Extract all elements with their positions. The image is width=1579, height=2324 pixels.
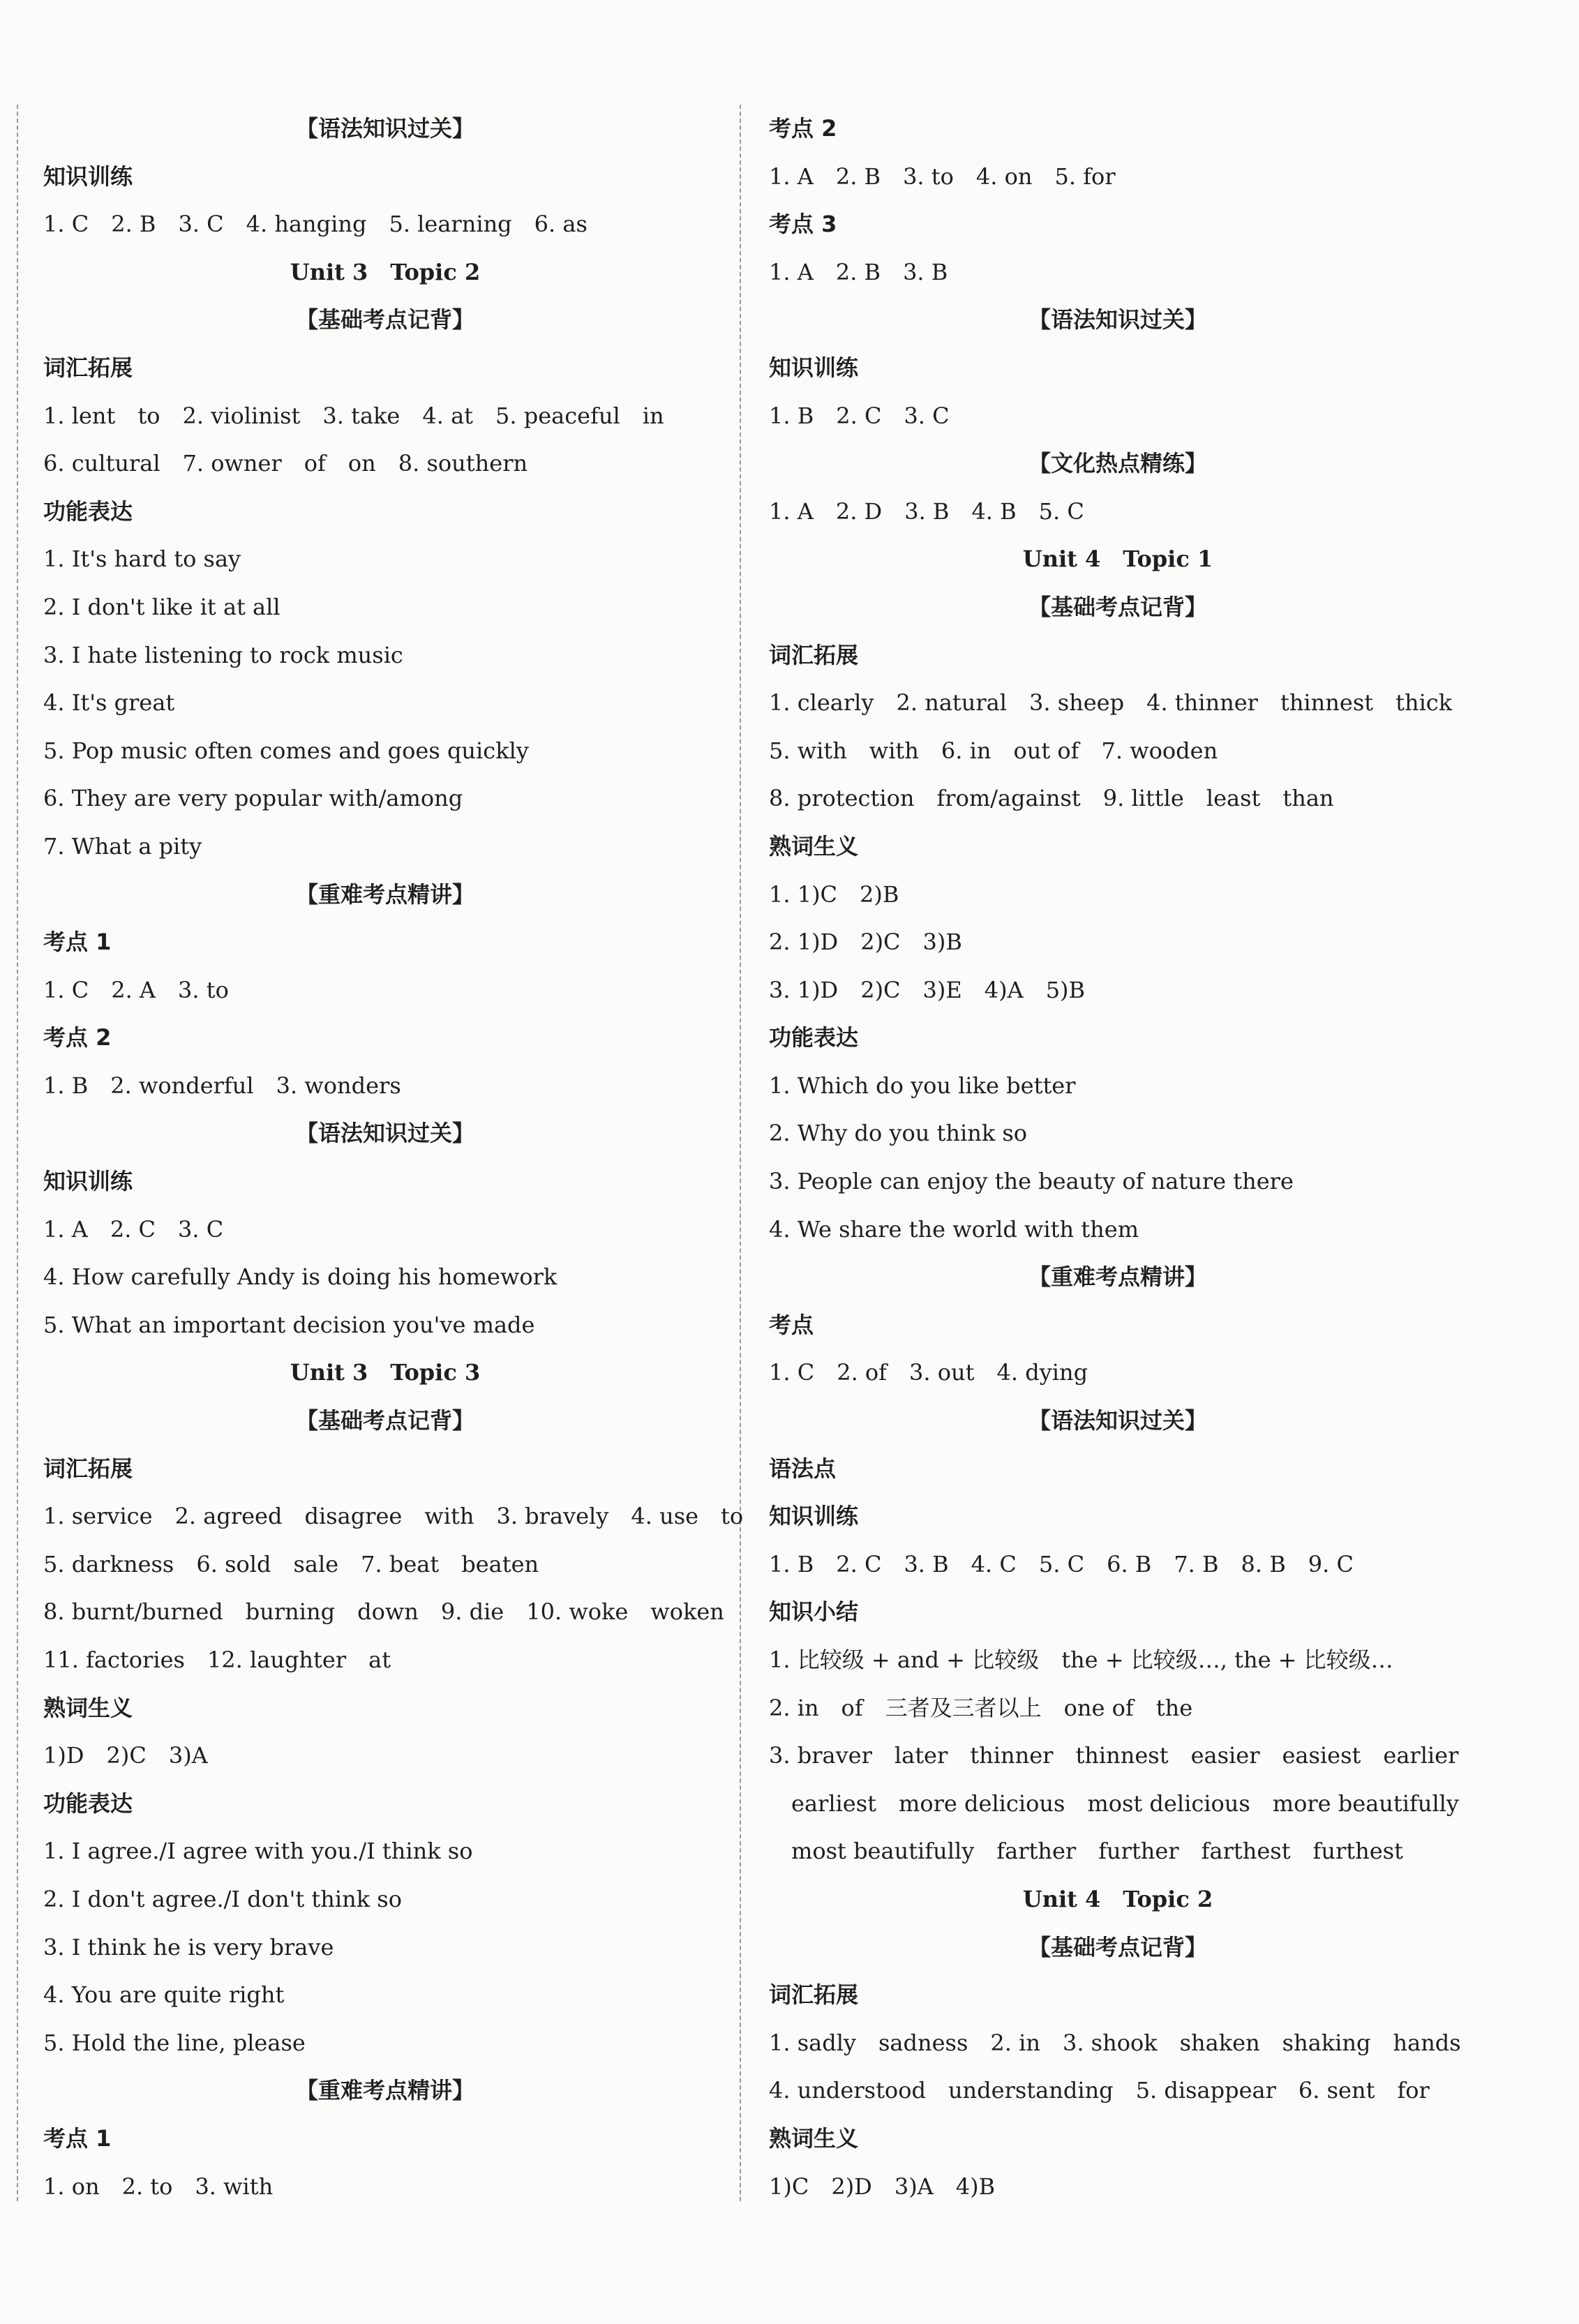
section-heading: 【基础考点记背】 [1028,1933,1207,1961]
unit-heading: Unit 4 Topic 2 [1022,1885,1213,1912]
answer-item: 8. burnt/burned burning down [43,1598,419,1626]
answer-item: 2. B [835,163,881,190]
answer-item: 4. It's great [43,689,175,717]
answer-item: 3. braver later thinner thinnest easier easiest earlier [769,1742,1459,1769]
answer-item: 2. B [835,258,881,285]
answer-item: 9. C [1308,1550,1354,1577]
answer-item: 6. in out of [941,737,1079,764]
answer-line [769,1732,1467,1780]
section-heading: 【重难考点精讲】 [1028,1264,1207,1291]
answer-item: 11. factories [43,1647,185,1673]
answer-line [769,918,1467,966]
answer-line [43,727,727,775]
answer-item: 12. laughter at [207,1647,391,1673]
answer-item: 7. owner of on [182,450,376,477]
answer-item: 6. sent for [1298,2077,1430,2104]
answer-line [769,1157,1467,1206]
answer-line [43,2019,727,2067]
answer-line [769,1780,1467,1828]
answer-item: 3. to [903,163,954,190]
subsection-label: 知识小结 [769,1598,859,1626]
answer-item: 2. natural [896,689,1007,717]
answer-line [769,871,1467,919]
section-heading: 【文化热点精练】 [1028,450,1207,477]
answer-item: 2. in [990,2029,1040,2056]
answer-item: 3. C [178,1215,224,1243]
answer-item: 1. B [43,1072,89,1099]
answer-line [769,966,1467,1014]
answer-item: 7. wooden [1101,737,1218,764]
subsection-label: 词汇拓展 [769,641,859,668]
answer-item: 4. on [975,163,1033,190]
answer-line [43,966,727,1014]
answer-item: 3. B [904,1550,949,1577]
column-divider-left [17,105,18,2201]
answer-item: 6. They are very popular with/among [43,785,463,812]
answer-item: 1)C 2)D 3)A 4)B [769,2173,996,2200]
answer-item: 1. It's hard to say [43,546,241,573]
answer-item: 1. I agree./I agree with you./I think so [43,1838,473,1865]
answer-item: 2. I don't like it at all [43,593,280,620]
answer-line [43,1062,727,1110]
answer-item: 1. B [769,1550,814,1577]
answer-item: 3. wonders [276,1072,401,1099]
answer-item: 2. in of 三者及三者以上 one of the [769,1694,1193,1721]
answer-item: 1. lent to [43,402,160,429]
answer-item: 2. D [835,497,883,525]
answer-item: 2. C [110,1215,156,1243]
answer-line [43,392,727,440]
answer-line [769,1684,1467,1732]
answer-item: 2. agreed disagree with [174,1503,474,1530]
answer-item: 6. as [534,211,588,238]
answer-line [769,1636,1467,1684]
answer-line [43,1971,727,2019]
answer-item: 3. B [904,497,950,525]
answer-item: 4. We share the world with them [769,1215,1139,1243]
answer-item: 4. dying [996,1359,1088,1386]
subsection-label: 功能表达 [43,1790,133,1817]
answer-item: 2. of [837,1359,888,1386]
answer-line [769,392,1467,440]
section-heading: 【基础考点记背】 [1028,593,1207,620]
subsection-label: 词汇拓展 [43,1455,133,1482]
answer-item: 1. clearly [769,689,874,717]
unit-heading: Unit 3 Topic 3 [290,1359,481,1386]
answer-line [43,631,727,680]
answer-item: 1. A [769,163,814,190]
answer-item: 3. C [904,402,950,429]
answer-line [43,1253,727,1301]
subsection-label: 考点 3 [769,211,837,238]
answer-item: 1. A [769,497,814,525]
answer-item: 2. B [111,211,156,238]
answer-item: 10. woke woken [526,1598,724,1626]
answer-item: 3. out [909,1359,975,1386]
answer-line [43,440,727,488]
answer-item: 4. thinner thinnest thick [1146,689,1453,717]
answer-item: 2. C [836,402,882,429]
answer-item: 4. You are quite right [43,1981,285,2009]
answer-line [43,774,727,823]
answer-item: 3. bravely [496,1503,609,1530]
answer-line [769,2163,1467,2211]
answer-item: 5. disappear [1135,2077,1276,2104]
answer-item: 3. People can enjoy the beauty of nature there [769,1168,1294,1195]
answer-line [769,1109,1467,1157]
subsection-label: 熟词生义 [769,2124,859,2152]
subsection-label: 考点 1 [43,2124,112,2152]
answer-item: 8. B [1241,1550,1286,1577]
answer-item: 2. C [836,1550,882,1577]
answer-item: 1. C [43,211,89,238]
section-heading: 【基础考点记背】 [295,1407,474,1434]
answer-line [43,1875,727,1924]
answer-item: 1. 1)C 2)B [769,880,899,908]
answer-line [43,2163,727,2211]
answer-item: 3. take [322,402,401,429]
section-heading: 【基础考点记背】 [295,306,474,333]
answer-line [43,679,727,727]
answer-item: 4. C [971,1550,1017,1577]
subsection-label: 考点 2 [769,115,837,142]
answer-item: 2. violinist [182,402,301,429]
answer-item: 5. learning [389,211,512,238]
section-heading: 【语法知识过关】 [295,115,474,142]
answer-line [43,1588,727,1636]
answer-item: 5. C [1038,497,1084,525]
answer-item: 3. C [178,211,224,238]
subsection-label: 词汇拓展 [43,354,133,381]
answer-line [769,488,1467,536]
answer-item: 1)D 2)C 3)A [43,1742,208,1769]
answer-line [43,823,727,871]
subsection-label: 熟词生义 [769,832,859,860]
subsection-label: 知识训练 [43,163,133,190]
answer-item: 4. use to [631,1503,744,1530]
subsection-label: 熟词生义 [43,1694,133,1721]
subsection-label: 功能表达 [43,497,133,525]
answer-item: 4. hanging [246,211,367,238]
answer-line [769,1062,1467,1110]
answer-line [769,774,1467,823]
answer-item: 3. 1)D 2)C 3)E 4)A 5)B [769,976,1086,1003]
answer-item: 1. A [43,1215,88,1243]
answer-item: 2. wonderful [110,1072,254,1099]
subsection-label: 考点 1 [43,929,112,956]
answer-item: 3. B [903,258,948,285]
left-column [43,105,744,2210]
answer-item: 7. What a pity [43,832,202,860]
answer-item: 4. How carefully Andy is doing his homework [43,1264,557,1291]
answer-line [43,200,727,248]
answer-item: 1. service [43,1503,153,1530]
subsection-label: 考点 2 [43,1024,112,1051]
answer-item: 1. A [769,258,814,285]
answer-line [769,2067,1467,2115]
answer-item: 1. C [43,976,89,1003]
answer-item: 9. die [440,1598,504,1626]
section-heading: 【语法知识过关】 [295,1120,474,1147]
subsection-label: 语法点 [769,1455,837,1482]
answer-item: 5. C [1038,1550,1085,1577]
answer-item: 8. southern [398,450,528,477]
answer-item: 7. B [1174,1550,1219,1577]
answer-line [43,1540,727,1589]
section-heading: 【重难考点精讲】 [295,2077,474,2104]
answer-item: 6. cultural [43,450,160,477]
section-heading: 【语法知识过关】 [1028,1407,1207,1434]
answer-item: 3. to [178,976,229,1003]
answer-item: 5. with with [769,737,919,764]
answer-line [769,248,1467,297]
answer-line [769,679,1467,727]
answer-line [43,1732,727,1780]
answer-item: 4. B [971,497,1017,525]
column-divider-center [740,105,741,2201]
answer-item: 8. protection from/against [769,785,1081,812]
answer-item: most beautifully farther further farthest furthest [769,1838,1403,1865]
answer-line [43,1301,727,1349]
section-heading: 【语法知识过关】 [1028,306,1207,333]
answer-item: 3. sheep [1028,689,1125,717]
subsection-label: 知识训练 [769,1503,859,1530]
answer-item: 5. What an important decision you've made [43,1311,535,1338]
answer-line [43,583,727,631]
answer-item: 7. beat beaten [361,1550,539,1577]
answer-item: 2. A [111,976,156,1003]
unit-heading: Unit 4 Topic 1 [1022,546,1213,573]
answer-item: 1. C [769,1359,815,1386]
section-heading: 【重难考点精讲】 [295,880,474,908]
answer-item: 1. on [43,2173,100,2200]
subsection-label: 功能表达 [769,1024,859,1051]
answer-item: 2. to [121,2173,173,2200]
subsection-label: 知识训练 [43,1168,133,1195]
answer-item: 5. for [1054,163,1116,190]
answer-line [43,535,727,583]
answer-item: 1. 比较级 + and + 比较级 the + 比较级…, the + 比较级… [769,1647,1393,1673]
subsection-label: 知识训练 [769,354,859,381]
answer-item: 9. little least than [1102,785,1334,812]
answer-item: 4. at [422,402,474,429]
answer-item: 3. shook shaken shaking hands [1062,2029,1461,2056]
answer-item: earliest more delicious most delicious more beautifully [769,1790,1459,1817]
answer-item: 6. sold sale [196,1550,339,1577]
answer-item: 1. sadly sadness [769,2029,968,2056]
right-column [769,105,1467,2210]
answer-line [43,1636,727,1684]
answer-line [769,153,1467,201]
answer-item: 1. Which do you like better [769,1072,1076,1099]
answer-item: 3. with [195,2173,274,2200]
answer-line [43,1924,727,1972]
subsection-label: 词汇拓展 [769,1981,859,2009]
unit-heading: Unit 3 Topic 2 [290,258,481,285]
answer-item: 5. peaceful in [495,402,664,429]
answer-line [43,1827,727,1875]
subsection-label: 考点 [769,1311,814,1338]
answer-item: 2. I don't agree./I don't think so [43,1885,402,1912]
answer-item: 6. B [1107,1550,1152,1577]
answer-line [43,1492,744,1540]
answer-item: 2. Why do you think so [769,1120,1028,1147]
answer-line [43,1206,727,1254]
answer-line [769,1349,1467,1397]
answer-line [769,1827,1467,1875]
answer-line [769,727,1467,775]
answer-item: 3. I think he is very brave [43,1933,334,1961]
answer-line [769,1540,1467,1589]
answer-item: 4. understood understanding [769,2077,1114,2104]
answer-item: 5. Hold the line, please [43,2029,306,2056]
answer-line [769,2019,1467,2067]
answer-item: 5. darkness [43,1550,174,1577]
answer-line [769,1206,1467,1254]
answer-item: 2. 1)D 2)C 3)B [769,929,962,956]
answer-item: 1. B [769,402,814,429]
answer-item: 5. Pop music often comes and goes quickly [43,737,529,764]
answer-item: 3. I hate listening to rock music [43,641,403,668]
